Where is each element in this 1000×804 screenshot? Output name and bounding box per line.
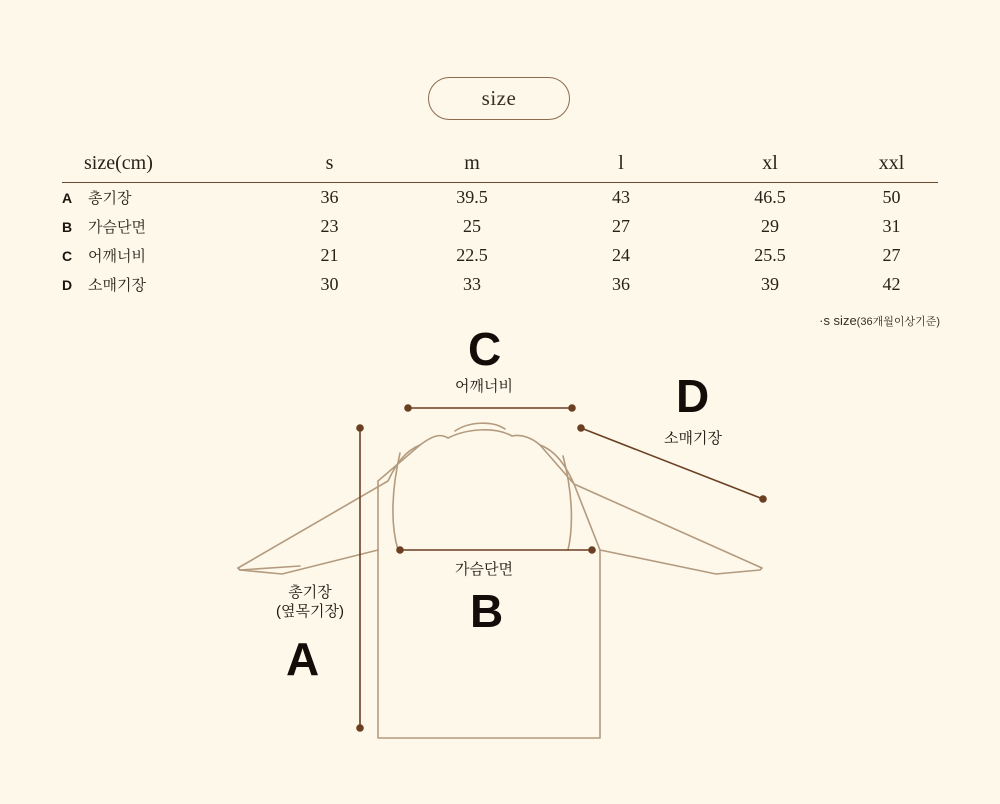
cell-d-l: 36 [612, 274, 630, 294]
column-header-l: l [547, 144, 695, 183]
measure-endpoint-total-top [357, 425, 363, 431]
cell-c-l: 24 [612, 245, 630, 265]
row-name-b: 가슴단면 [88, 219, 146, 236]
table-row [62, 212, 938, 241]
diagram-label-total-line2: (옆목기장) [276, 602, 344, 620]
cell-b-l: 27 [612, 216, 630, 236]
garment-right-sleeve [540, 445, 762, 574]
row-name-d: 소매기장 [88, 277, 146, 294]
table-header-row [62, 144, 938, 183]
cell-c-xxl: 27 [882, 245, 901, 265]
row-label-c [62, 241, 262, 270]
diagram-letter-d: D [676, 370, 710, 422]
measure-endpoint-chest-left [397, 547, 403, 553]
column-header-m: m [397, 144, 547, 183]
row-letter-d: D [62, 277, 73, 293]
cell-b-s: 23 [320, 216, 339, 236]
cell-d-s: 30 [320, 274, 339, 294]
column-header-size: size(cm) [62, 144, 262, 183]
cell-d-m: 33 [463, 274, 481, 294]
garment-neck-inner [448, 430, 512, 438]
column-header-xxl: xxl [845, 144, 938, 183]
measure-endpoint-sleeve-cuff [760, 496, 766, 502]
cell-b-m: 25 [463, 216, 481, 236]
column-header-xl: xl [695, 144, 845, 183]
row-letter-c: C [62, 248, 73, 264]
diagram-label-sleeve: 소매기장 [664, 430, 722, 447]
garment-neck-right-join [512, 435, 540, 445]
size-pill [428, 77, 570, 120]
footnote-paren: (36개월이상기준) [856, 316, 940, 328]
diagram-label-shoulder: 어깨너비 [455, 378, 513, 395]
cell-a-xxl: 50 [882, 187, 901, 207]
garment-diagram [0, 318, 1000, 799]
garment-neck-left-join [420, 436, 448, 445]
column-header-s: s [262, 144, 397, 183]
table-row [62, 270, 938, 299]
size-table [62, 144, 938, 299]
row-letter-b: B [62, 219, 73, 235]
measure-endpoint-total-bottom [357, 725, 363, 731]
measure-endpoint-shoulder-right [569, 405, 575, 411]
cell-d-xl: 39 [761, 274, 779, 294]
cell-d-xxl: 42 [882, 274, 901, 294]
cell-a-xl: 46.5 [754, 187, 786, 207]
cell-c-m: 22.5 [456, 245, 488, 265]
diagram-letter-b: B [470, 585, 504, 637]
row-label-d [62, 270, 262, 299]
cell-b-xxl: 31 [882, 216, 901, 236]
cell-a-l: 43 [612, 187, 630, 207]
size-pill-label: size [481, 86, 517, 110]
measure-endpoint-shoulder-left [405, 405, 411, 411]
row-label-b [62, 212, 262, 241]
row-name-c: 어깨너비 [88, 248, 146, 265]
diagram-label-total [268, 584, 352, 622]
cell-c-s: 21 [320, 245, 339, 265]
measure-endpoint-sleeve-top [578, 425, 584, 431]
footnote-main: ·s size [819, 313, 857, 328]
row-name-a: 총기장 [88, 190, 132, 207]
cell-a-m: 39.5 [456, 187, 488, 207]
size-table-wrapper [62, 144, 938, 299]
table-row [62, 241, 938, 270]
diagram-label-total-line1: 총기장 [288, 584, 332, 601]
row-label-a [62, 183, 262, 213]
cell-c-xl: 25.5 [754, 245, 786, 265]
cell-b-xl: 29 [761, 216, 779, 236]
garment-left-cuff-detail [238, 566, 300, 570]
row-letter-a: A [62, 190, 73, 206]
cell-a-s: 36 [320, 187, 339, 207]
table-row [62, 183, 938, 213]
diagram-letter-c: C [468, 323, 502, 375]
diagram-label-chest: 가슴단면 [455, 561, 513, 578]
diagram-letter-a: A [286, 633, 320, 685]
measure-endpoint-chest-right [589, 547, 595, 553]
